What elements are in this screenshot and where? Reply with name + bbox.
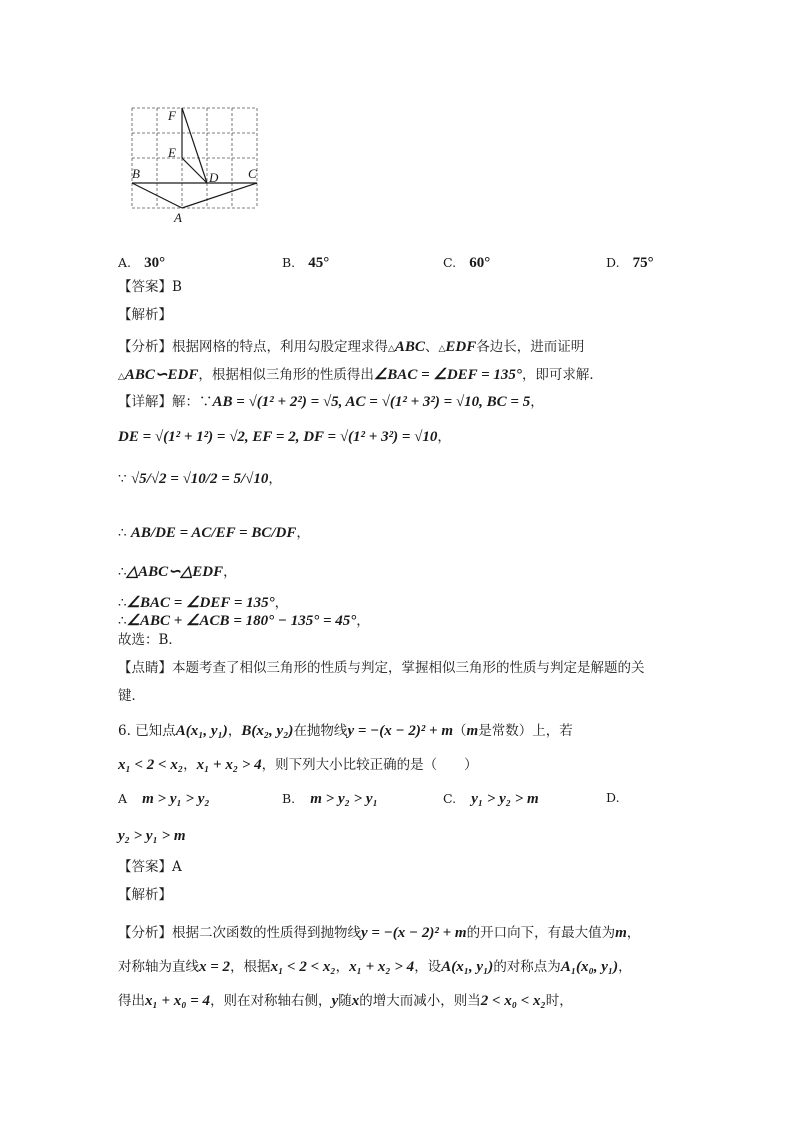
q5-option-d: D. 75° [606,255,654,271]
label-c: C [248,166,257,181]
q5-option-c: C. 60° [443,255,491,271]
q5-option-b: B. 45° [282,255,330,271]
q5-answer: 【答案】B [118,279,182,295]
q5-option-a: A. 30° [118,255,166,271]
q5-dianjing-line-1: 【点睛】本题考查了相似三角形的性质与判定，掌握相似三角形的性质与判定是解题的关 [118,660,645,676]
label-e: E [168,145,176,160]
triangle-abc [132,183,257,208]
q5-ratio-line: ∵ √5/√2 = √10/2 = 5/√10， [118,471,282,487]
triangle-edf [182,108,207,183]
q6-answer: 【答案】A [118,859,182,875]
q5-angle-line: ∴∠BAC = ∠DEF = 135°， [118,595,289,611]
q5-fenxi-line-2: △ABC∽EDF，根据相似三角形的性质得出∠BAC = ∠DEF = 135°，即可求解． [118,367,603,383]
q6-fenxi-line-3: 得出x₁ + x₀ = 4，则在对称轴右侧，y随x的增大而减小，则当2 < x₀ < x₂时， [118,993,573,1009]
q5-detail-line-2: DE = √(1² + 1²) = √2, EF = 2, DF = √(1² + 3²) = √10， [118,429,451,445]
label-d: D [209,170,219,185]
q6-option-d-letter: D. [606,790,620,805]
q6-fenxi-line-2: 对称轴为直线x = 2，根据x₁ < 2 < x₂，x₁ + x₂ > 4，设A(x₁, y₁)的对称点为A₁(x₀, y₁)， [118,959,632,975]
q6-option-d-value: y₂ > y₁ > m [118,828,186,844]
q5-sim-line: ∴△ABC∽△EDF， [118,564,237,580]
q6-analysis-tag: 【解析】 [118,887,172,903]
geometry-grid-figure [128,104,264,224]
q5-ratio2-line: ∴ AB/DE = AC/EF = BC/DF， [118,525,310,541]
q6-fenxi-line-1: 【分析】根据二次函数的性质得到抛物线y = −(x − 2)² + m的开口向下，有最大值为m， [118,925,641,941]
q5-sum-line: ∴∠ABC + ∠ACB = 180° − 135° = 45°， [118,613,370,629]
label-b: B [132,166,140,181]
q6-stem-line-2: x₁ < 2 < x₂，x₁ + x₂ > 4，则下列大小比较正确的是（ ） [118,757,478,773]
q6-option-b: B. m > y₂ > y₁ [282,791,378,807]
q6-option-a: A m > y₁ > y₂ [118,791,210,807]
q5-dianjing-line-2: 键． [118,688,145,704]
q6-stem-line-1: 6. 已知点A(x₁, y₁)，B(x₂, y₂)在抛物线y = −(x − 2)² + m（m是常数）上，若 [118,723,573,739]
q6-option-c: C. y₁ > y₂ > m [443,791,539,807]
label-f: F [168,108,176,123]
q5-analysis-tag: 【解析】 [118,307,172,323]
q5-choose: 故选：B． [118,632,182,648]
q5-fenxi-line-1: 【分析】根据网格的特点，利用勾股定理求得△ABC、△EDF各边长，进而证明 [118,339,585,355]
label-a: A [174,210,182,224]
q5-detail-line-1: 【详解】解：∵AB = √(1² + 2²) = √5, AC = √(1² + 3²) = √10, BC = 5， [118,394,544,410]
